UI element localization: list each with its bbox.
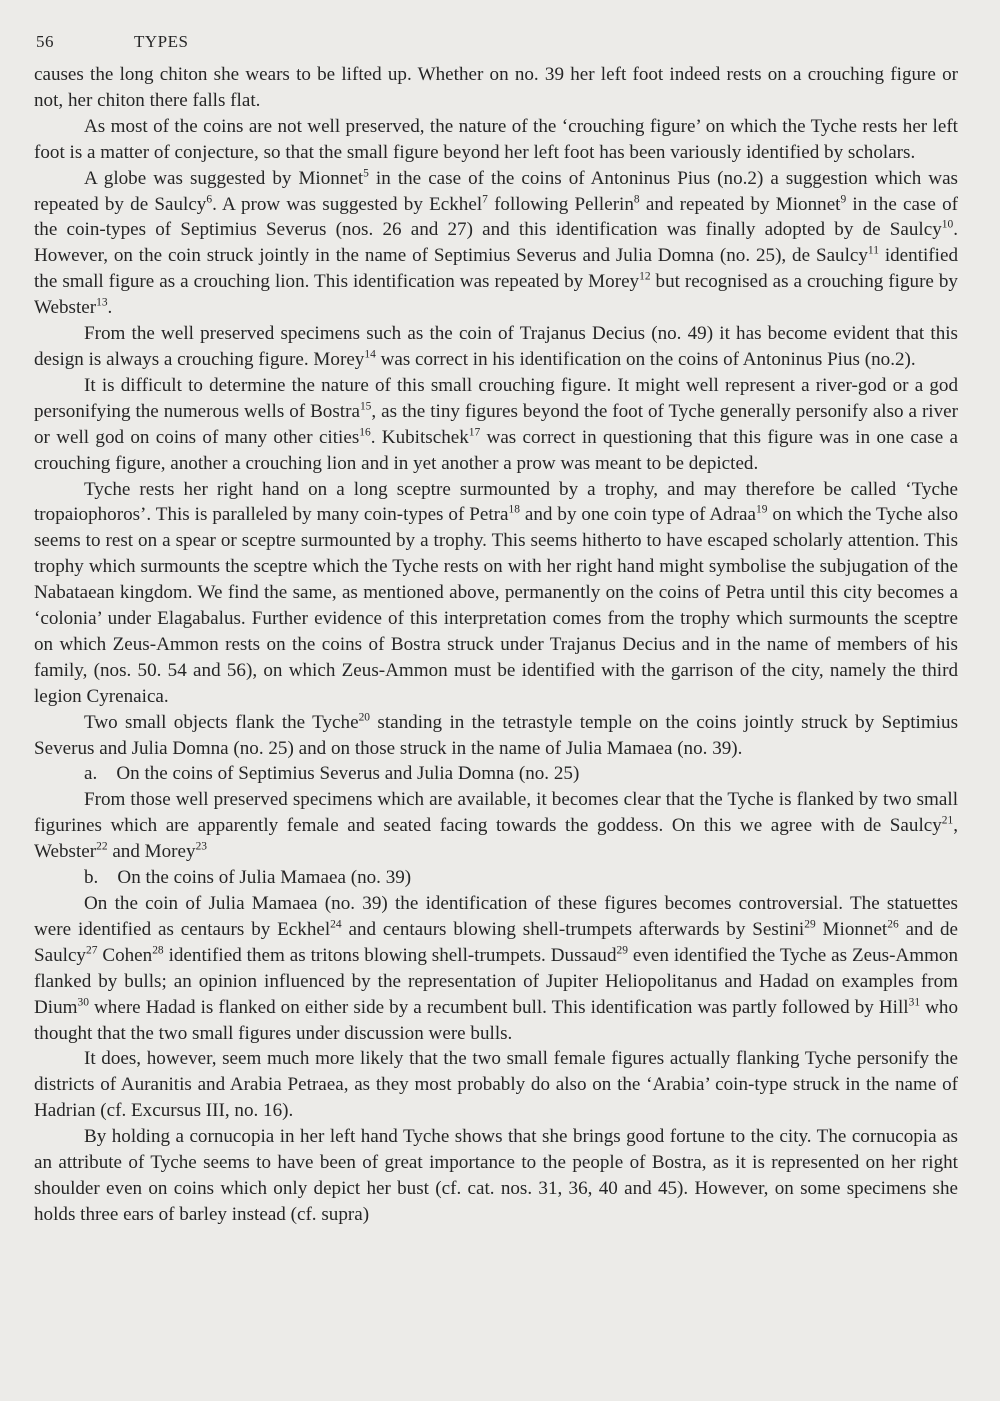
text-run: By holding a cornucopia in her left hand Tyche shows that she brings good fortune to the city. The cornucopia as an attribute of Tyche seems to have been of great importance to the people of Bostra, as it is represented on her right shoulder even on coins which only depict her bust (cf. cat. nos. 31, 36, 40 and 45). However, on some specimens she holds three ears of barley instead (cf. supra) [34,1126,958,1225]
paragraph [34,710,958,762]
text-run: who thought that the two small figures under discussion were bulls. [34,996,958,1044]
text-run: identified them as tritons blowing shell-trumpets. Dussaud [163,944,617,966]
paragraph [34,891,958,1046]
footnote-ref: 27 [85,944,98,957]
footnote-ref: 11 [867,244,879,257]
text-run: As most of the coins are not well preserved, the nature of the ‘crouching figure’ on which the Tyche rests her left foot is a matter of conjecture, so that the small figure beyond her left foot has been variously identified by scholars. [34,115,958,163]
footnote-ref: 18 [508,503,520,516]
footnote-ref: 9 [840,193,847,206]
footnote-ref: 12 [639,270,651,283]
text-run: , Webster [34,815,958,863]
footnote-ref: 19 [756,503,768,516]
text-run: From those well preserved specimens which are available, it becomes clear that the Tyche is flanked by two small figurines which are apparently female and seated facing towards the goddess. On this we agree with de Saulcy [34,789,958,837]
text-run: where Hadad is flanked on either side by a recumbent bull. This identification was partly followed by Hill [88,996,909,1018]
page-number: 56 [36,32,54,51]
text-run: Two small objects flank the Tyche [84,711,359,733]
footnote-ref: 17 [468,426,481,439]
text-run: It does, however, seem much more likely that the two small female figures actually flanking Tyche personify the districts of Auranitis and Arabia Petraea, as they most probably do also on the ‘Arabia’ coin-type struck in the name of Hadrian (cf. Excursus III, no. 16). [34,1048,958,1122]
paragraph [34,321,958,373]
footnote-ref: 16 [359,426,371,439]
footnote-ref: 24 [330,918,342,931]
footnote-ref: 10 [941,219,954,231]
text-run: in the case of the coin-types of Septimius Severus (nos. 26 and 27) and this identification was finally adopted by de Saulcy [34,193,958,241]
text-run: and repeated by Mionnet [639,193,841,215]
footnote-ref: 14 [364,348,376,361]
text-run: identified the small figure as a crouching lion. This identification was repeated by Morey [34,245,958,293]
footnote-ref: 8 [633,193,640,206]
footnote-ref: 29 [616,944,628,957]
footnote-ref: 31 [908,996,921,1009]
footnote-ref: 6 [206,193,213,206]
footnote-ref: 13 [96,296,108,309]
text-run: causes the long chiton she wears to be lifted up. Whether on no. 39 her left foot indeed rests on a crouching figure or not, her chiton there falls flat. [34,64,958,111]
footnote-ref: 21 [941,814,954,827]
paragraph [34,1046,958,1124]
text-run: on which the Tyche also seems to rest on a spear or sceptre surmounted by a trophy. This seems hitherto to have escaped scholarly attention. This trophy which surmounts the sceptre which the Tyche rests on with her right hand might symbolise the subjugation of the Nabataean kingdom. We find the same, as mentioned above, permanently on the coins of Petra until this city becomes a ‘colonia’ under Elagabalus. Further evidence of this interpretation comes from the trophy which surmounts the sceptre on which Zeus-Ammon rests on the coins of Bostra struck under Trajanus Decius and in the name of members of his family, (nos. 50. 54 and 56), on which Zeus-Ammon must be identified with the garrison of the city, namely the third legion Cyrenaica. [34,504,959,707]
text-run: On the coin of Julia Mamaea (no. 39) the identification of these figures becomes controversial. The statuettes were identified as centaurs by Eckhel [34,893,958,940]
text-run: It is difficult to determine the nature of this small crouching figure. It might well represent a river-god or a god personifying the numerous wells of Bostra [34,374,958,422]
paragraph [34,114,958,166]
paragraph [34,62,958,114]
footnote-ref: 15 [359,400,372,413]
paragraph [34,477,958,710]
paragraph [34,865,958,891]
footnote-ref: 26 [887,918,899,931]
paragraph [34,787,958,865]
text-run: was correct in his identification on the coins of Antoninus Pius (no.2). [375,348,916,370]
text-run: and by one coin type of Adraa [519,504,756,526]
text-run: and Morey [107,841,196,863]
footnote-ref: 22 [96,840,108,853]
text-run: a. On the coins of Septimius Severus and Julia Domna (no. 25) [84,763,580,785]
text-run: . A prow was suggested by Eckhel [212,193,483,215]
text-run: From the well preserved specimens such as the coin of Trajanus Decius (no. 49) it has become evident that this design is always a crouching figure. Morey [34,323,958,370]
paragraph [34,166,958,321]
text-run: Tyche rests her right hand on a long sceptre surmounted by a trophy, and may therefore be called ‘Tyche tropaiophoros’. This is paralleled by many coin-types of Petra [34,478,958,526]
text-run: A globe was suggested by Mionnet [84,167,364,189]
footnote-ref: 20 [358,711,371,724]
running-title: TYPES [134,32,189,51]
text-run: Cohen [97,944,153,966]
text-run: . [107,297,113,319]
text-run: and centaurs blowing shell-trumpets afterwards by Sestini [341,918,805,940]
footnote-ref: 23 [195,840,208,853]
text-run: was correct in questioning that this figure was in one case a crouching figure, another a crouching lion and in yet another a prow was meant to be depicted. [34,426,958,474]
paragraph [34,761,958,787]
text-run: standing in the tetrastyle temple on the coins jointly struck by Septimius Severus and Julia Domna (no. 25) and on those struck in the name of Julia Mamaea (no. 39). [34,711,958,759]
text-run: and de Saulcy [34,918,958,966]
body-text [34,62,958,1228]
footnote-ref: 29 [804,918,816,931]
text-run: , as the tiny figures beyond the foot of Tyche generally personify also a river or well god on coins of many other cities [34,400,958,448]
page-header [36,32,188,52]
text-run: b. On the coins of Julia Mamaea (no. 39) [84,867,412,889]
text-run: Mionnet [815,918,888,940]
footnote-ref: 28 [152,944,164,957]
text-run: even identified the Tyche as Zeus-Ammon flanked by bulls; an opinion influenced by the representation of Jupiter Heliopolitanus and Hadad on examples from Dium [34,944,959,1018]
text-run: but recognised as a crouching figure by Webster [34,271,958,319]
text-run: in the case of the coins of Antoninus Pius (no.2) a suggestion which was repeated by de Saulcy [34,167,958,215]
paragraph [34,373,958,477]
footnote-ref: 5 [363,167,369,180]
text-run: following Pellerin [487,193,634,215]
text-run: . However, on the coin struck jointly in the name of Septimius Severus and Julia Domna (no. 25), de Saulcy [34,219,958,267]
footnote-ref: 30 [77,996,89,1009]
text-run: . Kubitschek [370,426,469,448]
footnote-ref: 7 [482,193,488,206]
paragraph [34,1124,958,1228]
